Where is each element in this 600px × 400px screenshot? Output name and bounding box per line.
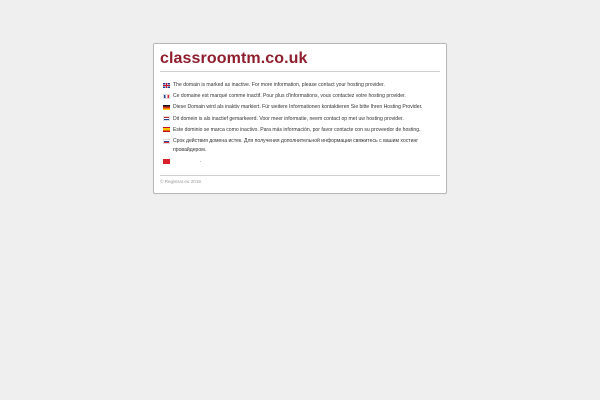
message-nl xyxy=(163,115,441,126)
message-text: Este dominio se marca como inactivo. Para más información, por favor contacte con su proveedor de hosting. xyxy=(173,126,421,133)
message-fr xyxy=(163,92,441,103)
es-flag-icon xyxy=(163,127,170,132)
message-ru xyxy=(163,137,441,157)
message-text: The domain is marked as inactive. For more information, please contact your hosting provider. xyxy=(173,82,385,88)
message-cn xyxy=(163,157,441,168)
page-title: classroomtm.co.uk xyxy=(160,50,308,67)
message-text: Ce domaine est marqué comme inactif. Pour plus d'informations, vous contactez votre hosting provider. xyxy=(173,93,406,100)
message-text: Срок действия домена истек. Для получения дополнительной информации свяжитесь с вашим хостинг провайдером. xyxy=(173,137,419,154)
message-text: Dit domein is als inactief gemarkeerd. Voor meer informatie, neem contact op met uw hosting provider. xyxy=(173,115,404,122)
message-en xyxy=(163,81,441,92)
nl-flag-icon xyxy=(163,116,170,121)
cn-flag-icon xyxy=(163,159,170,164)
message-es xyxy=(163,126,441,137)
de-flag-icon xyxy=(163,105,170,110)
inactive-domain-panel xyxy=(153,43,447,194)
message-text: . xyxy=(200,158,202,165)
fr-flag-icon xyxy=(163,94,170,99)
ru-flag-icon xyxy=(163,139,170,144)
message-de xyxy=(163,103,441,114)
copyright-footer: © Registrar.eu 2018 xyxy=(160,179,201,184)
title-divider xyxy=(160,71,440,72)
uk-flag-icon xyxy=(163,83,170,88)
message-list xyxy=(163,81,441,169)
message-text: Diese Domain wird als inaktiv markiert. Für weitere Informationen kontaktieren Sie bitte Ihren Hosting Provider. xyxy=(173,104,423,111)
footer-divider xyxy=(160,175,440,176)
